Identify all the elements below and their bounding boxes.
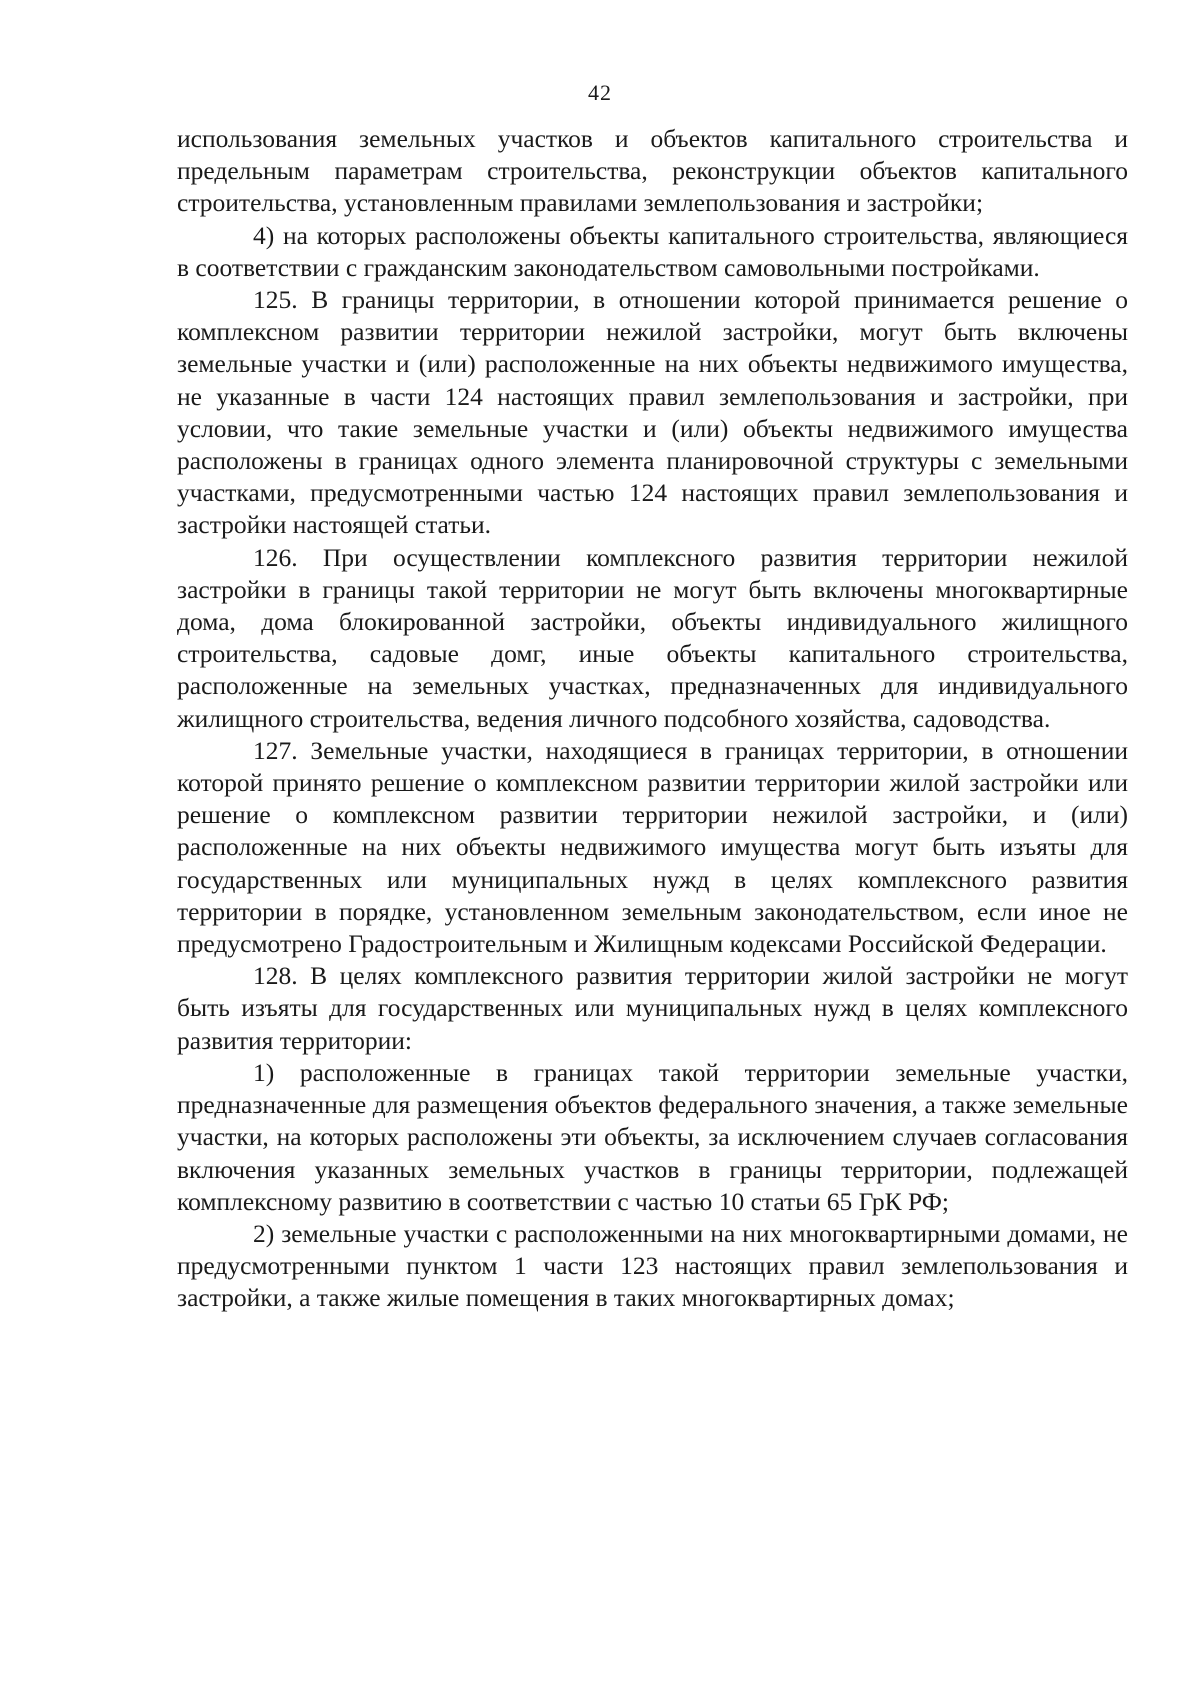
paragraph-continuation: использования земельных участков и объектов капитального строительства и предельным параметрам строительства, реконструкции объектов капитального строительства, установленным правилами землепользования и застройки; <box>177 124 1128 218</box>
paragraph-item-125: 125. В границы территории, в отношении которой принимается решение о комплексном развитии территории нежилой застройки, могут быть включены земельные участки и (или) расположенные на них объекты недвижимого имущества, не указанные в части 124 настоящих правил землепользования и застройки, при условии, что такие земельные участки и (или) объекты недвижимого имущества расположены в границах одного элемента планировочной структуры с земельными участками, предусмотренными частью 124 настоящих правил землепользования и застройки настоящей статьи. <box>177 285 1128 540</box>
paragraph-item-128: 128. В целях комплексного развития территории жилой застройки не могут быть изъяты для государственных или муниципальных нужд в целях комплексного развития территории: <box>177 961 1128 1055</box>
paragraph-item-128-2: 2) земельные участки с расположенными на них многоквартирными домами, не предусмотренными пунктом 1 части 123 настоящих правил землепользования и застройки, а также жилые помещения в таких многоквартирных домах; <box>177 1218 1128 1313</box>
page-number: 42 <box>588 80 612 105</box>
paragraph-item-4: 4) на которых расположены объекты капитального строительства, являющиеся в соответствии с гражданским законодательством самовольными постройками. <box>177 220 1128 282</box>
paragraph-item-126: 126. При осуществлении комплексного развития территории нежилой застройки в границы такой территории не могут быть включены многоквартирные дома, дома блокированной застройки, объекты индивидуального жилищного строительства, садовые домг, иные объекты капитального строительства, расположенные на земельных участках, предназначенных для индивидуального жилищного строительства, ведения личного подсобного хозяйства, садоводства. <box>177 542 1128 733</box>
paragraph-item-127: 127. Земельные участки, находящиеся в границах территории, в отношении которой принято решение о комплексном развитии территории жилой застройки или решение о комплексном развитии территории нежилой застройки, и (или) расположенные на них объекты недвижимого имущества могут быть изъяты для государственных или муниципальных нужд в целях комплексного развития территории в порядке, установленном земельным законодательством, если иное не предусмотрено Градостроительным и Жилищным кодексами Российской Федерации. <box>177 735 1128 959</box>
document-body <box>177 123 1128 1315</box>
paragraph-item-128-1: 1) расположенные в границах такой территории земельные участки, предназначенные для размещения объектов федерального значения, а также земельные участки, на которых расположены эти объекты, за исключением случаев согласования включения указанных земельных участков в границы территории, подлежащей комплексному развитию в соответствии с частью 10 статьи 65 ГрК РФ; <box>177 1057 1128 1216</box>
